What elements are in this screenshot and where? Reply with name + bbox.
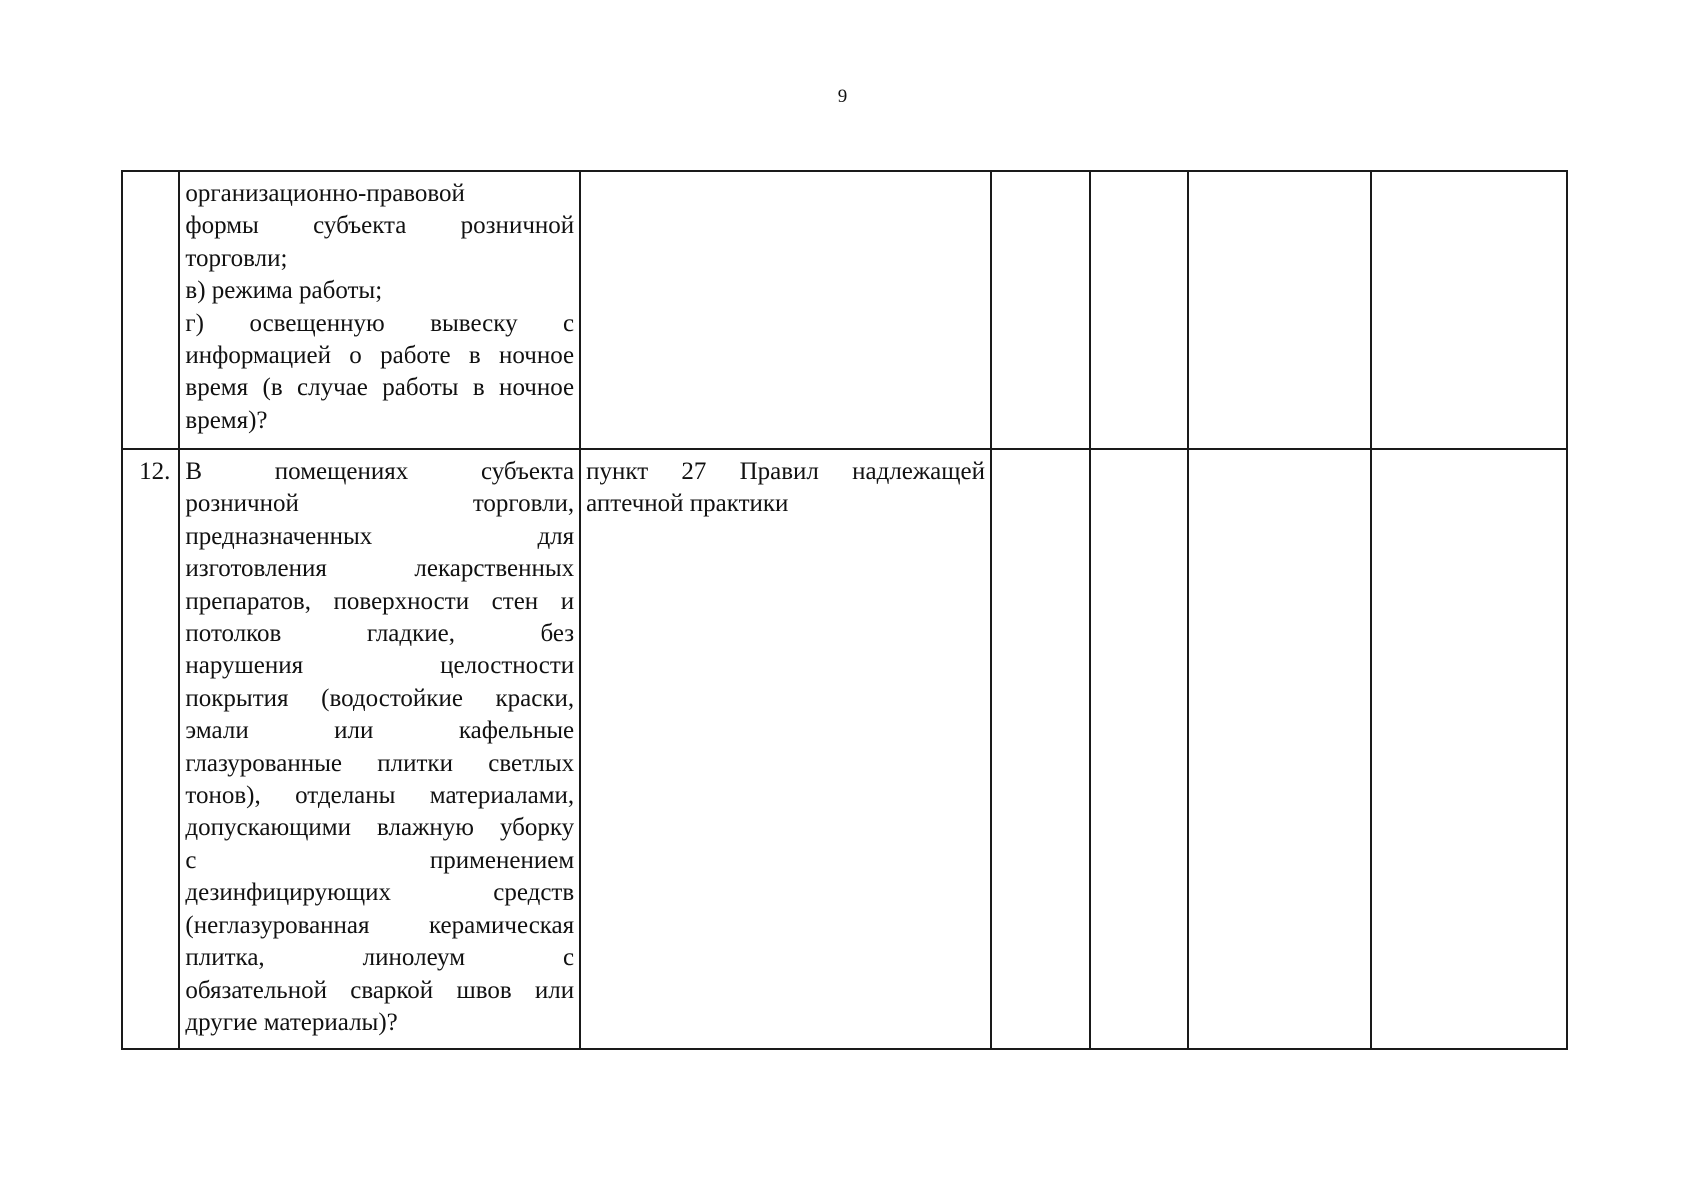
table-row: [122, 449, 1567, 1049]
text-line: обязательной сваркой швов или: [185, 976, 575, 1004]
text-line: глазурованные плитки светлых: [185, 749, 575, 777]
text-line: покрытия (водостойкие краски,: [185, 684, 575, 712]
text-line: другие материалы)?: [185, 1008, 398, 1036]
page-number: 9: [837, 86, 848, 107]
text-line: нарушения целостности: [185, 652, 575, 680]
empty-cell: [1188, 449, 1370, 1049]
text-line: с применением: [185, 846, 575, 874]
text-line: дезинфицирующих средств: [185, 879, 575, 907]
empty-cell: [991, 449, 1090, 1049]
requirement-cell: [179, 171, 580, 449]
text-line: плитка, линолеум с: [185, 944, 575, 972]
text-line: эмали или кафельные: [185, 717, 575, 745]
text-line: пункт 27 Правил надлежащей: [586, 458, 985, 485]
text-line: аптечной практики: [586, 490, 789, 518]
text-line: информацией о работе в ночное: [185, 342, 575, 370]
requirement-cell: [179, 449, 580, 1049]
empty-cell: [1188, 171, 1370, 449]
text-line: г) освещенную вывеску с: [185, 309, 575, 337]
empty-cell: [991, 171, 1090, 449]
reference-cell: [580, 449, 991, 1049]
text-line: торговли;: [185, 244, 288, 272]
text-line: потолков гладкие, без: [185, 620, 575, 648]
text-line: розничной торговли,: [185, 490, 575, 518]
text-line: препаратов, поверхности стен и: [185, 587, 575, 615]
text-line: допускающими влажную уборку: [185, 814, 575, 842]
row-number-cell: 12.: [122, 449, 179, 1049]
text-line: организационно-правовой: [185, 180, 465, 207]
checklist-table: [121, 170, 1568, 1050]
text-line: (неглазурованная керамическая: [185, 911, 575, 939]
text-line: в) режима работы;: [185, 277, 383, 305]
empty-cell: [1371, 171, 1567, 449]
text-line: изготовления лекарственных: [185, 555, 575, 583]
text-line: формы субъекта розничной: [185, 212, 575, 240]
text-line: тонов), отделаны материалами,: [185, 782, 575, 810]
table-row: [122, 171, 1567, 449]
empty-cell: [1090, 171, 1189, 449]
text-line: В помещениях субъекта: [185, 458, 575, 485]
text-line: предназначенных для: [185, 522, 575, 550]
reference-cell: [580, 171, 991, 449]
row-number-cell: [122, 171, 179, 449]
empty-cell: [1090, 449, 1189, 1049]
text-line: время)?: [185, 406, 268, 434]
text-line: время (в случае работы в ночное: [185, 374, 575, 402]
empty-cell: [1371, 449, 1567, 1049]
